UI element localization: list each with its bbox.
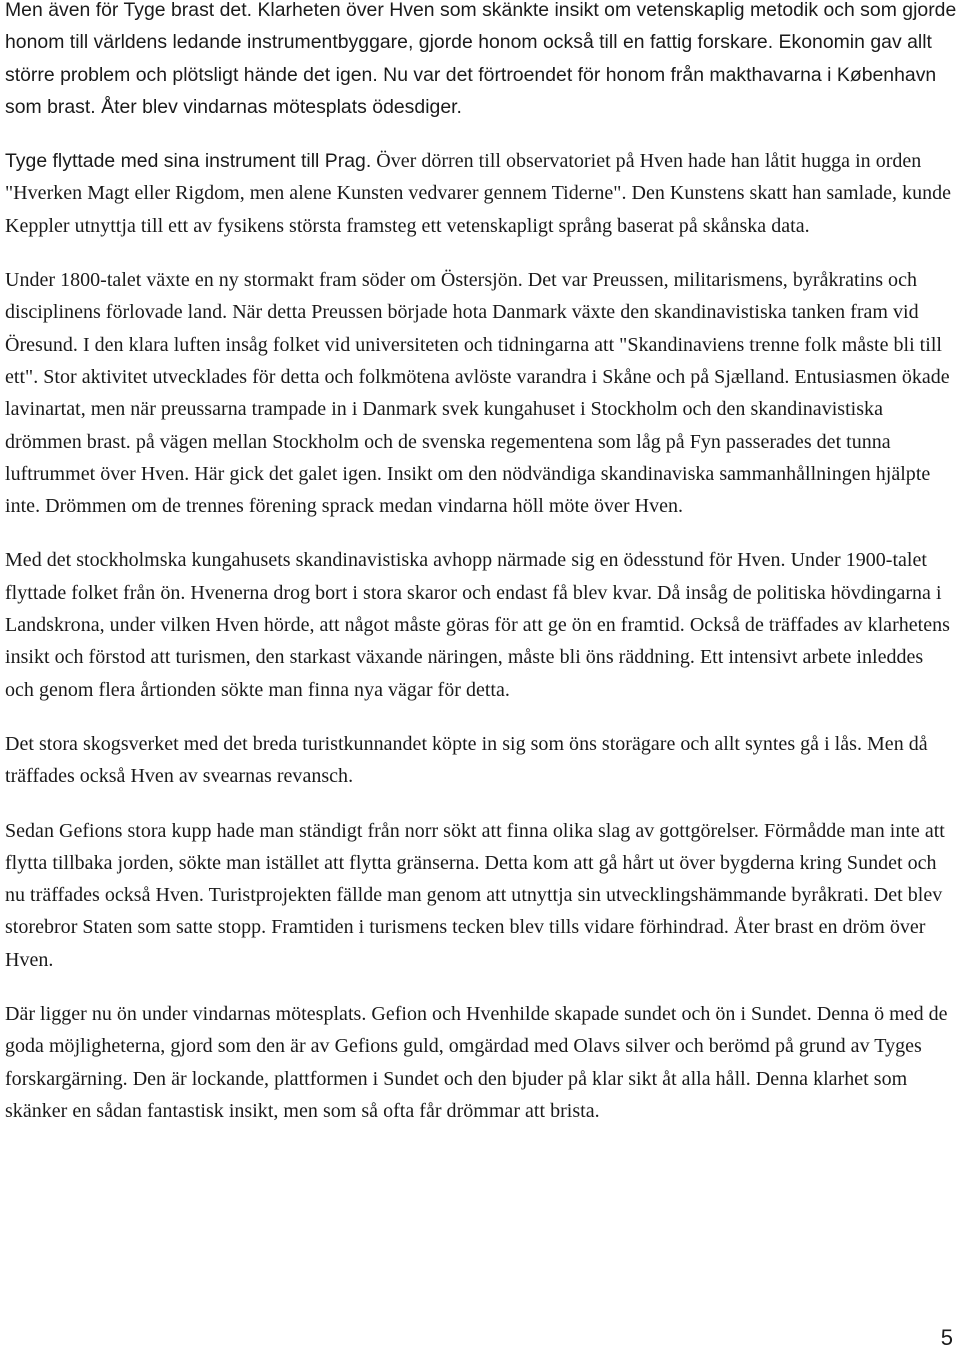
paragraph-text: Under 1800-talet växte en ny stormakt fram söder om Östersjön. Det var Preussen, militarismens, byråkratins och disciplinens förlovade land. När detta Preussen började hota Danmark växte den skandinavistiska tanken fram vid Öresund. I den klara luften insåg folket vid universiteten och tidningarna att "Skandinaviens trenne folk måste bli till ett". Stor aktivitet utvecklades för detta och folkmötena avlöste varandra i Skåne och på Sjælland. Entusiasmen ökade lavinartat, men när preussarna trampade in i Danmark svek kungahuset i Stockholm och den skandinavistiska drömmen brast. på vägen mellan Stockholm och de svenska regementena som låg på Fyn passerades det tunna luftrummet över Hven. Här gick det galet igen. Insikt om den nödvändiga skandinaviska sammanhållningen hjälpte inte. Drömmen om de trennes förening sprack medan vindarna höll möte över Hven. bbox=[5, 269, 950, 518]
paragraph-text: Det stora skogsverket med det breda turistkunnandet köpte in sig som öns storägare och allt syntes gå i lås. Men då träffades också Hven av svearnas revansch. bbox=[5, 732, 928, 788]
paragraph-6 bbox=[5, 815, 957, 976]
paragraph-3 bbox=[5, 264, 957, 522]
paragraph-text: Men även för Tyge brast det. Klarheten över Hven som skänkte insikt om vetenskaplig metodik och som gjorde honom till världens ledande instrumentbyggare, gjorde honom också till en fattig forskare. Ekonomin gav allt större problem och plötsligt hände det igen. Nu var det förtroendet för honom från makthavarna i København som brast. Åter blev vindarnas mötesplats ödesdiger. bbox=[5, 0, 957, 118]
paragraph-1 bbox=[5, 0, 957, 123]
page-number: 5 bbox=[940, 1325, 953, 1350]
paragraph-text: Över dörren till observatoriet på Hven hade han låtit hugga in orden "Hverken Magt eller Rigdom, men alene Kunsten vedvarer gennem Tiderne". Den Kunstens skatt han samlade, kunde Keppler utnyttja till ett av fysikens största framsteg ett vetenskapligt språng baserat på skånska data. bbox=[5, 150, 952, 237]
paragraph-text: Tyge flyttade med sina instrument till Prag. bbox=[5, 150, 372, 173]
paragraph-2 bbox=[5, 145, 957, 242]
paragraph-text: Sedan Gefions stora kupp hade man ständigt från norr sökt att finna olika slag av gottgörelser. Förmådde man inte att flytta tillbaka jorden, sökte man istället att flytta gränserna. Detta kom att gå hårt ut över bygderna kring Sundet och nu träffades också Hven. Turistprojekten fällde man genom att utnyttja sin utvecklingshämmande byråkrati. Det blev storebror Staten som satte stopp. Framtiden i turismens tecken blev tills vidare förhindrad. Åter brast en dröm över Hven. bbox=[5, 819, 945, 971]
paragraph-4 bbox=[5, 544, 957, 705]
paragraph-text: Med det stockholmska kungahusets skandinavistiska avhopp närmade sig en ödesstund för Hven. Under 1900-talet flyttade folket från ön. Hvenerna drog bort i stora skaror och endast få blev kvar. Då insåg de politiska hövdingarna i Landskrona, under vilken Hven hörde, att något måste göras för att ge ön en framtid. Också de träffades av klarhetens insikt och förstod att turismen, den starkast växande näringen, måste bli öns räddning. Ett intensivt arbete inleddes och genom flera årtionden sökte man finna nya vägar för detta. bbox=[5, 549, 950, 701]
paragraph-7 bbox=[5, 998, 957, 1127]
paragraph-text: Där ligger nu ön under vindarnas mötesplats. Gefion och Hvenhilde skapade sundet och ön i Sundet. Denna ö med de goda möjligheterna, gjord som den är av Gefions guld, omgärdad med Olavs silver och berömd på grund av Tyges forskargärning. Den är lockande, plattformen i Sundet och den bjuder på klar sikt åt alla håll. Denna klarhet som skänker en sådan fantastisk insikt, men som så ofta får drömmar att brista. bbox=[5, 1003, 948, 1122]
document-body bbox=[5, 0, 957, 1149]
paragraph-5 bbox=[5, 728, 957, 793]
